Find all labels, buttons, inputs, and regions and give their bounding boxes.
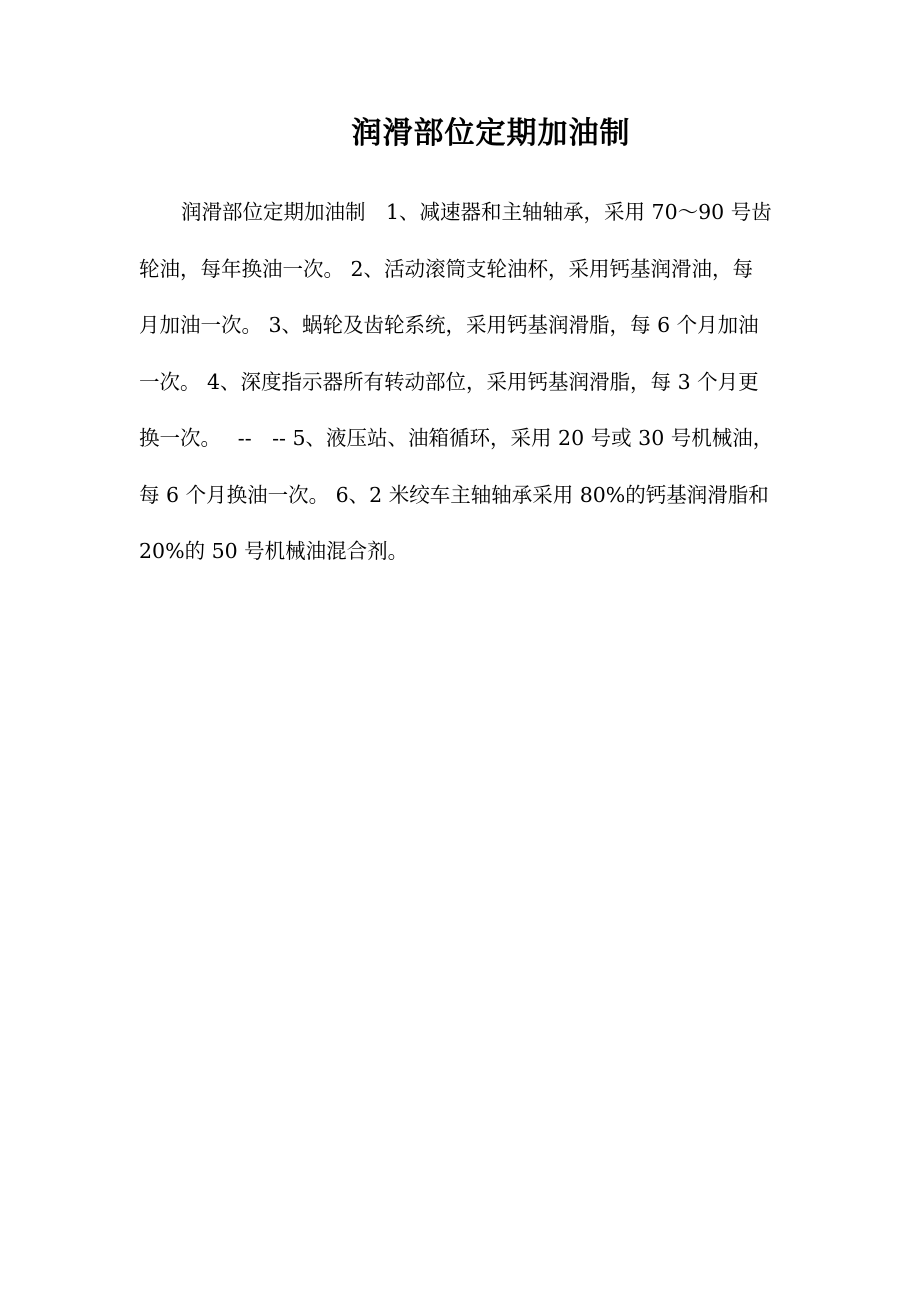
body-line-3: 月加油一次。 3、蜗轮及齿轮系统，采用钙基润滑脂，每 6 个月加油 bbox=[139, 313, 759, 337]
body-line-2: 轮油，每年换油一次。 2、活动滚筒支轮油杯，采用钙基润滑油，每 bbox=[139, 256, 754, 281]
document-body bbox=[139, 192, 819, 588]
body-line-5: 换一次。 -- -- 5、液压站、油箱循环，采用 20 号或 30 号机械油， bbox=[139, 426, 774, 450]
body-line-7: 20%的 50 号机械油混合剂。 bbox=[139, 539, 409, 563]
body-line-4: 一次。 4、深度指示器所有转动部位，采用钙基润滑脂，每 3 个月更 bbox=[139, 369, 759, 394]
body-line-1: 润滑部位定期加油制 1、减速器和主轴轴承，采用 70～90 号齿 bbox=[181, 200, 772, 224]
document-title: 润滑部位定期加油制 bbox=[351, 116, 631, 151]
body-line-6: 每 6 个月换油一次。 6、2 米绞车主轴轴承采用 80%的钙基润滑脂和 bbox=[139, 482, 769, 507]
